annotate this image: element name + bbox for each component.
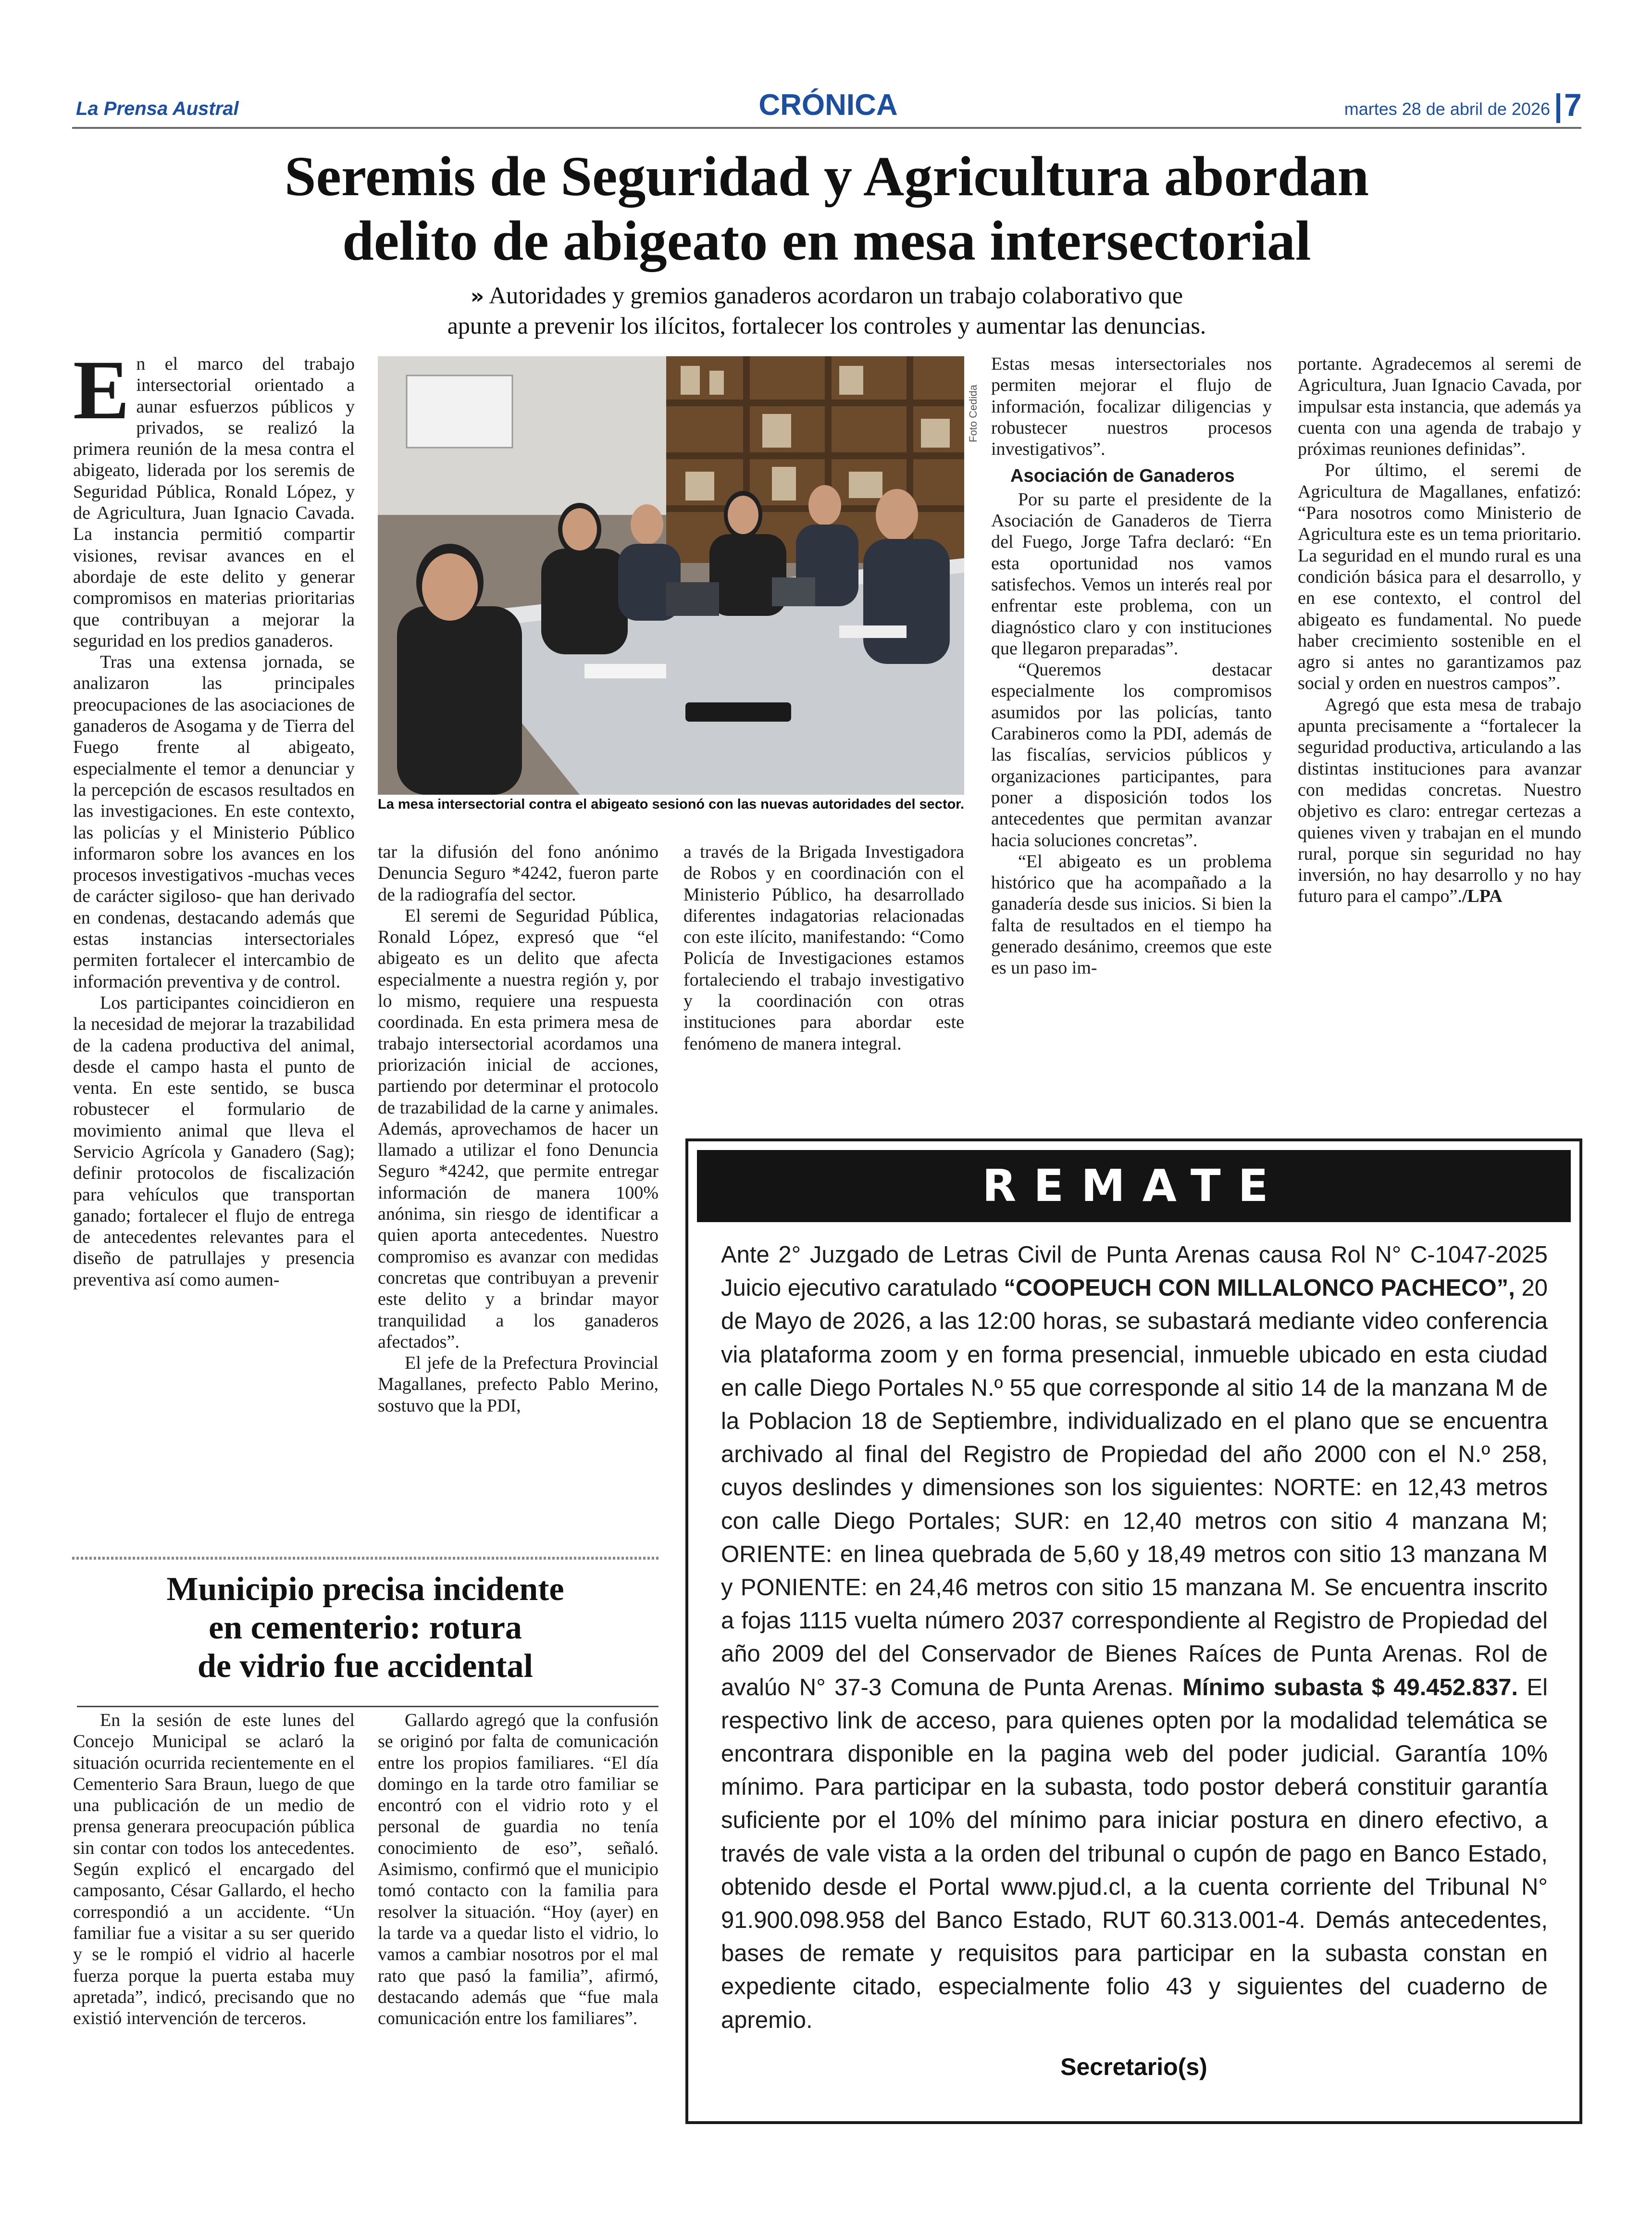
headline-underline <box>77 1706 658 1707</box>
article2-column-2 <box>378 1710 658 2029</box>
paragraph: “Queremos destacar especialmente los compromisos asumidos por las policías, tanto Carabineros como la PDI, además de las fiscalías, servicios públicos y organizaciones participantes, para poner a disposición todos los antecedentes que permitan avanzar hacia soluciones concretas”. <box>991 660 1272 850</box>
paragraph: Los participantes coincidieron en la necesidad de mejorar la trazabilidad de la cadena productiva del animal, desde el campo hasta el punto de venta. En este sentido, se busca robustecer el formulario de movimiento animal que lleva el Servicio Agrícola y Ganadero (Sag); definir protocolos de fiscalización para vehículos que transportan ganado; fortalecer el flujo de entrega de antecedentes relevantes para el diseño de patrullajes y presencia preventiva así como aumen- <box>73 992 355 1290</box>
paragraph: Por último, el seremi de Agricultura de Magallanes, enfatizó: “Para nosotros como Ministerio de Agricultura este es un tema prioritario. La seguridad en el mundo rural es una condición básica para el desarrollo, y en ese contexto, el control del abigeato es fundamental. No puede haber crecimiento sostenible en el agro si antes no garantizamos paz social y orden en nuestros campos”. <box>1298 460 1581 694</box>
photo-caption: La mesa intersectorial contra el abigeato sesionó con las nuevas autoridades del sector. <box>378 797 965 812</box>
main-headline <box>192 144 1461 273</box>
paragraph-text: Agregó que esta mesa de trabajo apunta precisamente a “fortalecer la seguridad productiva, articulando a las distintas instituciones para avanzar con medidas concretas. Nuestro objetivo es claro: entregar certezas a quienes viven y trabajan en el mundo rural, porque sin seguridad no hay inversión, no hay desarrollo y no hay futuro para el campo”. <box>1298 694 1581 907</box>
paragraph: tar la difusión del fono anónimo Denuncia Seguro *4242, fueron parte de la radiografía del sector. <box>378 842 658 905</box>
remate-signature: Secretario(s) <box>1060 2053 1207 2080</box>
headline-line-1: Seremis de Seguridad y Agricultura abordan <box>284 145 1369 208</box>
article-column-3 <box>683 841 964 1054</box>
deck <box>375 281 1279 340</box>
secondary-headline <box>96 1570 634 1686</box>
headline-line-3: de vidrio fue accidental <box>198 1648 533 1685</box>
meeting-photo <box>378 356 964 795</box>
paragraph: Estas mesas intersectoriales nos permiten mejorar el flujo de información, focalizar diligencias y robustecer nuestros procesos investigativos”. <box>991 354 1272 460</box>
subheading: Asociación de Ganaderos <box>1010 466 1235 487</box>
header-separator <box>1556 93 1560 123</box>
paragraph <box>1298 694 1581 907</box>
article2-column-1 <box>73 1710 355 2029</box>
remate-title: REMATE <box>697 1150 1571 1222</box>
paragraph: Tras una extensa jornada, se analizaron las principales preocupaciones de las asociaciones de ganaderos de Asogama y de Tierra del Fuego frente al abigeato, especialmente el temor a denunciar y la percepción de escasos resultados en las investigaciones. En este contexto, las policías y el Ministerio Público informaron sobre los avances en los procesos investigativos -muchas veces de carácter sigiloso- que han derivado en condenas, destacando además que estas instancias intersectoriales permiten fortalecer el intercambio de información preventiva y de control. <box>73 652 355 992</box>
remate-minimum-bid: Mínimo subasta $ 49.452.837. <box>1182 1674 1518 1700</box>
photo-credit: Foto Cedida <box>967 385 979 442</box>
paragraph: Por su parte el presidente de la Asociación de Ganaderos de Tierra del Fuego, Jorge Tafra declaró: “En esta oportunidad nos vamos satisfechos. Vemos un interés real por enfrentar este problema, con un diagnóstico claro y con instituciones que llegaron preparadas”. <box>991 489 1272 659</box>
remate-body <box>721 1238 1548 2037</box>
paragraph: Gallardo agregó que la confusión se originó por falta de comunicación entre los propios familiares. “El día domingo en la tarde otro familiar se encontró con el vidrio roto y el personal de guardia no tenía conocimiento de eso”, señaló. Asimismo, confirmó que el municipio tomó contacto con la familia para resolver la situación. “Hoy (ayer) en la tarde va a quedar listo el vidrio, lo vamos a cambiar nosotros por el mal rato que pasó la familia”, afirmó, destacando además que “fue mala comunicación entre los familiares”. <box>378 1710 658 2029</box>
headline-line-2: delito de abigeato en mesa intersectorial <box>342 209 1311 272</box>
issue-date: martes 28 de abril de 2026 <box>1344 99 1550 119</box>
paragraph: En la sesión de este lunes del Concejo Municipal se aclaró la situación ocurrida recientemente en el Cementerio Sara Braun, luego de que una publicación de un medio de prensa generara preocupación pública sin contar con todos los antecedentes. Según explicó el encargado del camposanto, César Gallardo, el hecho correspondió a un accidente. “Un familiar fue a visitar a su ser querido y se le rompió el vidrio al hacerle fuerza porque la puerta estaba muy apretada”, indicó, precisando que no existió intervención de terceros. <box>73 1710 355 2029</box>
paragraph: a través de la Brigada Investigadora de Robos y en coordinación con el Ministerio Público, ha desarrollado diferentes indagatorias relacionadas con este ilícito, manifestando: “Como Policía de Investigaciones estamos fortaleciendo el trabajo investigativo y la coordinación con otras instituciones para abordar este fenómeno de manera integral. <box>683 842 964 1054</box>
header-rule <box>72 127 1581 129</box>
article-column-1 <box>73 343 355 1290</box>
paragraph: “El abigeato es un problema histórico que ha acompañado a la ganadería desde sus inicios. Si bien la falta de resultados en el tiempo ha generado desánimo, creemos que este es un paso im- <box>991 851 1272 978</box>
headline-line-1: Municipio precisa incidente <box>166 1571 564 1608</box>
article-divider <box>72 1557 658 1560</box>
paragraph: portante. Agradecemos al seremi de Agricultura, Juan Ignacio Cavada, por impulsar esta instancia, que además ya cuenta con una agenda de trabajo y próximas reuniones definidas”. <box>1298 354 1581 460</box>
paragraph: El jefe de la Prefectura Provincial Magallanes, prefecto Pablo Merino, sostuvo que la PDI, <box>378 1353 658 1416</box>
paragraph: n el marco del trabajo intersectorial orientado a aunar esfuerzos públicos y privados, se realizó la primera reunión de la mesa contra el abigeato, liderada por los seremis de Seguridad Pública, Ronald López, y de Agricultura, Juan Ignacio Cavada. La instancia permitió compartir visiones, revisar avances en el abordaje de este delito y generar compromisos en materias prioritarias que contribuyan a mejorar la seguridad en los predios ganaderos. <box>73 354 355 651</box>
signoff: /LPA <box>1462 886 1503 907</box>
deck-marker-icon: » <box>470 284 484 309</box>
section-label: CRÓNICA <box>758 88 898 122</box>
article-column-5 <box>1298 353 1581 907</box>
remate-text-a: Ante 2° Juzgado de Letras Civil de Punta Arenas causa Rol N° C-1047-2025 Juicio ejecutivo caratulado <box>721 1242 1548 1301</box>
drop-cap: E <box>73 343 130 437</box>
article-column-4 <box>991 353 1272 979</box>
paragraph: El seremi de Seguridad Pública, Ronald López, expresó que “el abigeato es un delito que afecta especialmente a nuestra región y, por lo mismo, requiere una respuesta coordinada. En esta primera mesa de trabajo intersectorial acordamos una priorización inicial de acciones, partiendo por determinar el protocolo de trazabilidad de la carne y animales. Además, aprovechamos de hacer un llamado a utilizar el fono Denuncia Seguro *4242, que permite entregar información de manera 100% anónima, sin riesgo de identificar a quien aporta antecedentes. Nuestro compromiso es avanzar con medidas concretas que contribuyan a prevenir este delito y a brindar mayor tranquilidad a los ganaderos afectados”. <box>378 905 658 1352</box>
remate-text-b: 20 de Mayo de 2026, a las 12:00 horas, se subastará mediante video conferencia via plataforma zoom y en forma presencial, inmueble ubicado en esta ciudad en calle Diego Portales N.º 55 que corresponde al sitio 14 de la manzana M de la Poblacion 18 de Septiembre, individualizado en el plano que se encuentra archivado al final del Registro de Propiedad del año 2000 con el N.º 258, cuyos deslindes y dimensiones son los siguientes: NORTE: en 12,43 metros con calle Diego Portales; SUR: en 12,40 metros con sitio 4 manzana M; ORIENTE: en linea quebrada de 5,60 y 18,49 metros con sitio 13 manzana M y PONIENTE: en 24,46 metros con sitio 15 manzana M. Se encuentra inscrito a fojas 1115 vuelta número 2037 correspondiente al Registro de Propiedad del año 2009 del del Conservador de Bienes Raíces de Punta Arenas. Rol de avalúo N° 37-3 Comuna de Punta Arenas. <box>721 1275 1548 1700</box>
headline-line-2: en cementerio: rotura <box>209 1609 522 1646</box>
remate-text-c: El respectivo link de acceso, para quienes opten por la modalidad telemática se encontrara disponible en la pagina web del poder judicial. Garantía 10% mínimo. Para participar en la subasta, todo postor deberá constituir garantía suficiente por el 10% del mínimo para iniciar postura en dinero efectivo, a través de vale vista a la orden del tribunal o cupón de pago en Banco Estado, obtenido desde el Portal www.pjud.cl, a la cuenta corriente del Tribunal N° 91.900.098.958 del Banco Estado, RUT 60.313.001-4. Demás antecedentes, bases de remate y requisitos para participar en la subasta constan en expediente citado, especialmente folio 43 y siguientes del cuaderno de apremio. <box>721 1674 1548 2033</box>
page-number: 7 <box>1564 87 1582 123</box>
deck-line-2: apunte a prevenir los ilícitos, fortalecer los controles y aumentar las denuncias. <box>447 312 1206 339</box>
article-column-2 <box>378 841 658 1416</box>
publication-name: La Prensa Austral <box>76 98 239 119</box>
remate-case-name: “COOPEUCH CON MILLALONCO PACHECO”, <box>1004 1275 1515 1301</box>
deck-line-1: Autoridades y gremios ganaderos acordaron un trabajo colaborativo que <box>489 282 1183 309</box>
